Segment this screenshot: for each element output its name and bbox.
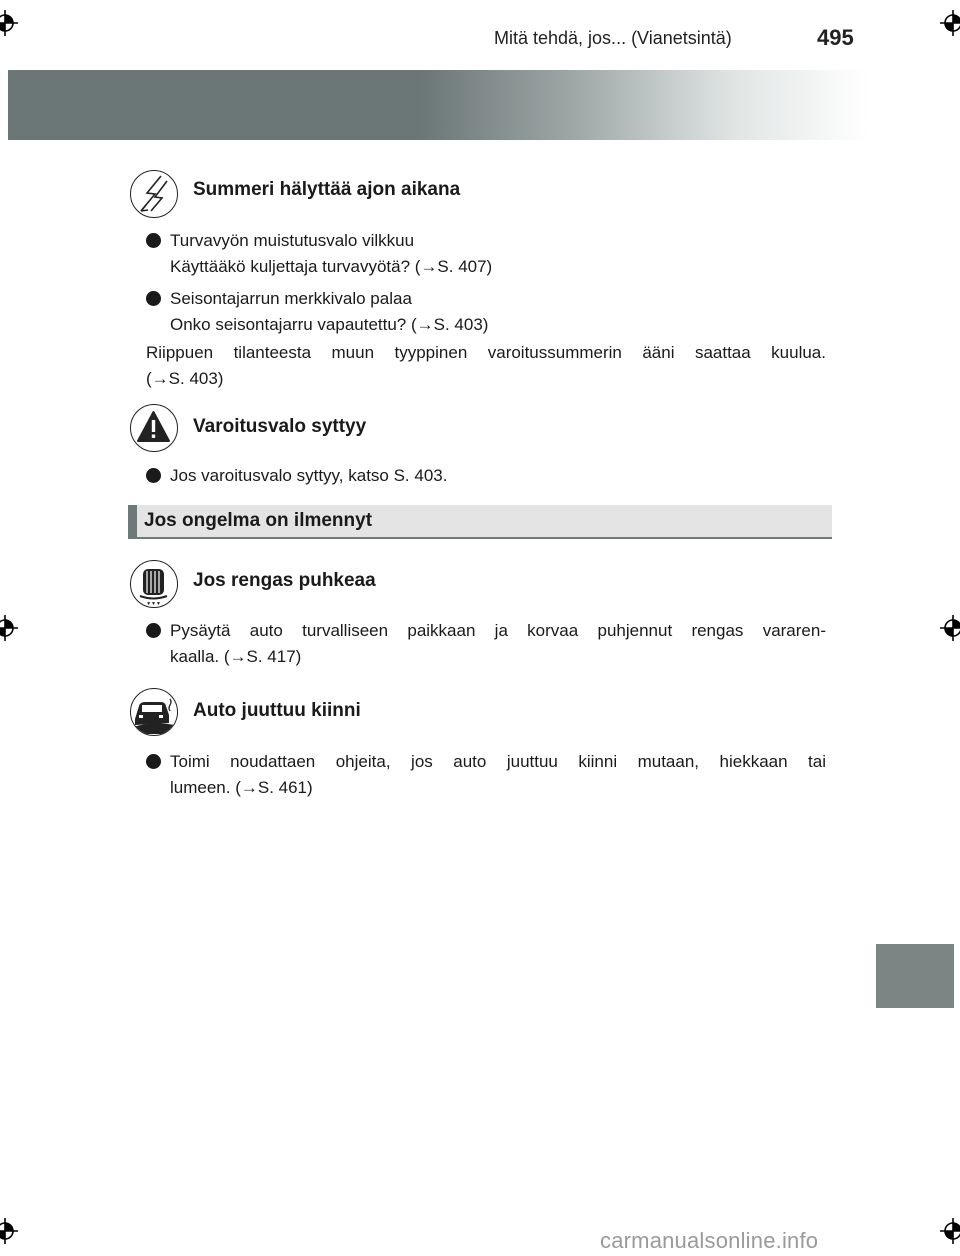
bullet-text: Käyttääkö kuljettaja turvavyötä? (→S. 407) — [170, 257, 493, 276]
section-bar-accent — [128, 505, 137, 537]
section-bar — [128, 505, 832, 539]
registration-mark-icon — [0, 1218, 18, 1244]
buzzer-icon — [130, 170, 178, 218]
stuck-car-icon — [130, 688, 178, 736]
registration-mark-icon — [0, 10, 18, 36]
bullet-marker — [146, 623, 161, 638]
section-heading-buzzer: Summeri hälyttää ajon aikana — [193, 179, 461, 200]
footer-watermark: carmanualsonline.info — [600, 1228, 819, 1253]
bullet-marker — [146, 233, 161, 248]
bullet-marker — [146, 754, 161, 769]
bullet-text: kaalla. (→S. 417) — [170, 647, 302, 666]
bullet-text: Seisontajarrun merkkivalo palaa — [170, 289, 412, 308]
bullet-text: Jos varoitusvalo syttyy, katso S. 403. — [170, 466, 448, 485]
bullet-marker — [146, 468, 161, 483]
bullet-text: Turvavyön muistutusvalo vilkkuu — [170, 231, 415, 250]
registration-mark-icon — [940, 10, 960, 36]
section-bar-title: Jos ongelma on ilmennyt — [144, 510, 373, 531]
registration-mark-icon — [0, 615, 18, 641]
running-header-title: Mitä tehdä, jos... (Vianetsintä) — [494, 28, 732, 48]
header-banner — [8, 70, 868, 140]
chapter-tab — [876, 944, 954, 1008]
bullet-text: Onko seisontajarru vapautettu? (→S. 403) — [170, 315, 489, 334]
warning-triangle-icon — [130, 404, 178, 452]
page-number: 495 — [817, 25, 854, 50]
bullet-text: Toimi noudattaen ohjeita, jos auto juuttuu kiinni mutaan, hiekkaan tai — [170, 752, 826, 771]
section-heading-warning-light: Varoitusvalo syttyy — [193, 416, 367, 437]
registration-mark-icon — [940, 615, 960, 641]
section-heading-stuck: Auto juuttuu kiinni — [193, 700, 361, 721]
registration-mark-icon — [940, 1218, 960, 1244]
section-heading-flat-tire: Jos rengas puhkeaa — [193, 570, 376, 591]
bullet-text: lumeen. (→S. 461) — [170, 778, 313, 797]
bullet-marker — [146, 291, 161, 306]
bullet-text: Pysäytä auto turvalliseen paikkaan ja korvaa puhjennut rengas vararen- — [170, 621, 826, 640]
svg-text:▼▼▼: ▼▼▼ — [146, 601, 161, 606]
flat-tire-icon — [130, 560, 178, 608]
note-paragraph-ref: (→S. 403) — [146, 369, 224, 388]
note-paragraph: Riippuen tilanteesta muun tyyppinen varoitussummerin ääni saattaa kuulua. — [146, 343, 826, 362]
